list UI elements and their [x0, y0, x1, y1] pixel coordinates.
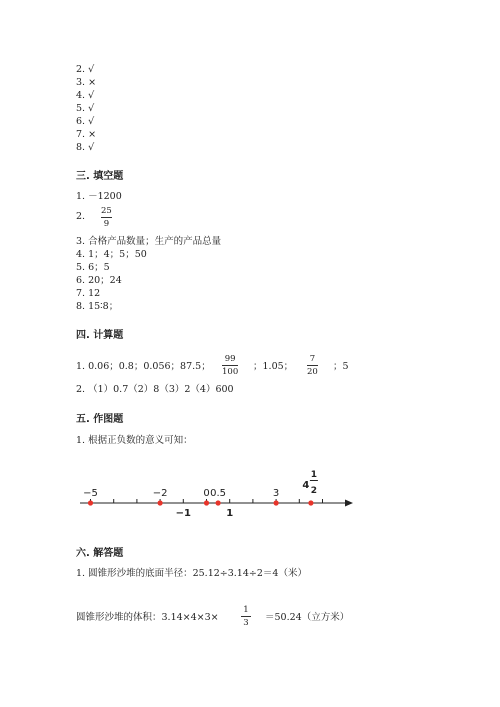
fraction-bar: [101, 217, 112, 218]
answer-line: 8. √: [76, 142, 95, 153]
answer-line: 6. √: [76, 116, 95, 127]
number-line-point: [158, 500, 163, 505]
fraction: [222, 354, 238, 377]
fraction: [241, 605, 251, 628]
denominator: 9: [103, 219, 110, 229]
answer-text: 圆锥形沙堆的体积：3.14×4×3×: [76, 612, 219, 623]
answer-line: 8. 15∶8；: [76, 301, 119, 312]
number-line-point: [88, 500, 93, 505]
number-line-point: [204, 500, 209, 505]
answer-line: 1. 根据正负数的意义可知：: [76, 435, 193, 446]
answer-line: 5. √: [76, 103, 95, 114]
answer-line: 2. √: [76, 64, 95, 75]
denominator: 100: [222, 367, 239, 377]
tick-label: 1: [226, 508, 234, 519]
number-line-point: [216, 500, 221, 505]
fraction-bar: [307, 365, 318, 366]
fraction: [307, 354, 318, 377]
answer-text: ；5: [333, 361, 349, 372]
answer-line: 2.: [76, 211, 86, 222]
answer-line: 4. √: [76, 90, 95, 101]
fraction: [101, 206, 112, 229]
answer-line: 3. ×: [76, 77, 97, 88]
fraction-bar: [241, 616, 251, 617]
answer-line: 6. 20；24: [76, 275, 122, 286]
numerator: 25: [101, 206, 112, 216]
answer-line: 5. 6；5: [76, 262, 110, 273]
tick-label: 3: [272, 488, 280, 499]
section-title: 五. 作图题: [76, 414, 124, 425]
answer-line: 2. （1）0.7（2）8（3）2（4）600: [76, 384, 234, 395]
numerator: 7: [309, 354, 316, 364]
mixed-number-denominator: 2: [310, 486, 318, 496]
answer-line: 7. ×: [76, 129, 97, 140]
numerator: 99: [224, 354, 236, 364]
section-title: 四. 计算题: [76, 330, 124, 341]
denominator: 3: [243, 618, 249, 628]
number-line-point: [274, 500, 279, 505]
tick-label: 0: [203, 488, 210, 499]
tick-label: −2: [152, 488, 168, 499]
number-line: [0, 460, 500, 530]
answer-line: 4. 1；4；5；50: [76, 249, 147, 260]
section-title: 三. 填空题: [76, 171, 124, 182]
answer-line: 3. 合格产品数量；生产的产品总量: [76, 236, 222, 247]
numerator: 1: [243, 605, 249, 615]
answer-line: 1. 圆锥形沙堆的底面半径：25.12÷3.14÷2＝4（米）: [76, 568, 307, 579]
arrow-icon: [345, 500, 353, 507]
fraction-bar: [222, 365, 238, 366]
answer-line: 7. 12: [76, 288, 101, 299]
answer-text: 1. 0.06；0.8；0.056；87.5；: [76, 361, 211, 372]
mixed-number-numerator: 1: [310, 470, 318, 480]
tick-label: −1: [175, 508, 191, 519]
tick-label: −5: [83, 488, 98, 499]
answer-text: ＝50.24（立方米）: [265, 612, 350, 623]
answer-text: ；1.05；: [253, 361, 294, 372]
answer-line: 1. －1200: [76, 191, 122, 202]
denominator: 20: [307, 367, 318, 377]
tick-label: 0.5: [210, 488, 227, 499]
section-title: 六. 解答题: [76, 548, 124, 559]
mixed-number-whole: 4: [302, 480, 310, 491]
number-line-point: [308, 500, 313, 505]
